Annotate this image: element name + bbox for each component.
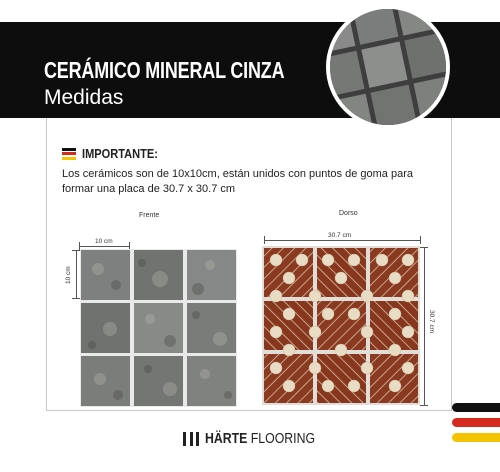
back-tile [370, 354, 418, 403]
back-tile [317, 301, 366, 350]
front-tile [134, 303, 183, 353]
front-width-dimension-line [79, 246, 129, 247]
back-tile [264, 354, 313, 403]
front-tile [134, 356, 183, 406]
back-height-label: 30.7 cm [428, 310, 435, 334]
front-tile [81, 250, 130, 300]
back-height-tick-top [420, 247, 428, 248]
flag-stripe-gold [452, 433, 500, 442]
brand-name [205, 430, 315, 447]
back-width-tick-right [420, 236, 421, 244]
back-width-tick-left [264, 236, 265, 244]
front-height-tick-bottom [72, 298, 80, 299]
back-caption: Dorso [339, 210, 358, 217]
back-width-dimension-line [264, 240, 420, 241]
stone-preview-image [330, 9, 446, 125]
important-label: IMPORTANTE: [82, 146, 158, 161]
back-height-tick-bottom [420, 405, 428, 406]
harte-bars-icon [183, 432, 199, 446]
page-title: CERÁMICO MINERAL CINZA [44, 57, 285, 83]
front-height-label: 10 cm [65, 266, 72, 284]
important-description: Los cerámicos son de 10x10cm, están unidos con puntos de goma para formar una placa de 30.7 x 30.7 cm [62, 168, 413, 195]
front-caption: Frente [139, 212, 160, 219]
brand-name-light: FLOORING [250, 430, 316, 447]
brand-name-bold: HÄRTE [205, 430, 248, 447]
brand-logo [183, 430, 339, 447]
front-height-tick-top [72, 250, 80, 251]
german-flag-stripes-decoration [452, 403, 500, 443]
german-flag-stripes-icon [62, 148, 76, 160]
back-height-dimension-line [424, 247, 425, 405]
front-mosaic [80, 249, 237, 407]
important-heading [62, 146, 171, 161]
back-tile [317, 354, 366, 403]
front-height-dimension-line [76, 250, 77, 298]
stone-preview-circle [326, 5, 450, 129]
back-width-label: 30.7 cm [328, 232, 352, 239]
front-width-label: 10 cm [95, 238, 113, 245]
back-mosaic [262, 246, 420, 405]
flag-stripe-red [452, 418, 500, 427]
flag-stripe-black [452, 403, 500, 412]
front-tile [187, 303, 236, 353]
page-subtitle: Medidas [44, 86, 124, 109]
